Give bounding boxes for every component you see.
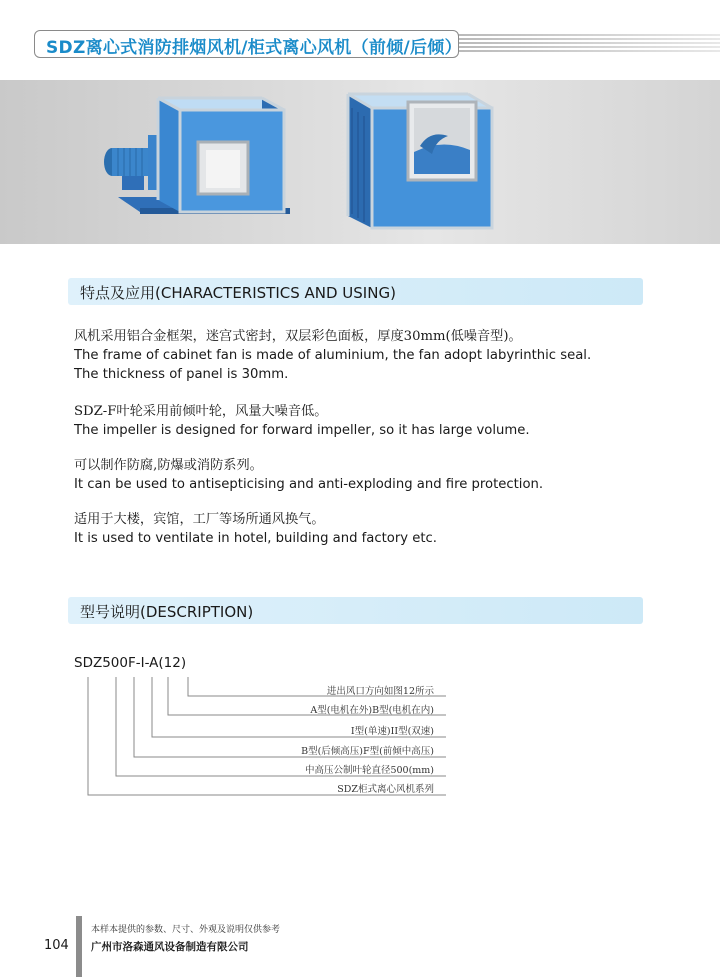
desc-label-outlet-direction: 进出风口方向如图12所示 — [326, 686, 434, 697]
footer-divider — [76, 916, 82, 977]
characteristics-title: 特点及应用(CHARACTERISTICS AND USING) — [80, 284, 396, 302]
desc-label-motor-position: A型(电机在外)B型(电机在内) — [310, 705, 434, 716]
desc-label-series: SDZ柜式离心风机系列 — [337, 784, 434, 795]
footer-company: 广州市洛森通风设备制造有限公司 — [91, 941, 249, 953]
para-3-en-line-1: It can be used to antisepticising and anti-exploding and fire protection. — [74, 477, 544, 492]
page-title: SDZ离心式消防排烟风机/柜式离心风机（前倾/后倾） — [46, 38, 462, 58]
para-4-cn: 适用于大楼，宾馆，工厂等场所通风换气。 — [74, 512, 325, 527]
model-code: SDZ500F-I-A(12) — [74, 655, 187, 671]
para-1-en-line-2: The thickness of panel is 30mm. — [74, 367, 289, 382]
para-2-cn: SDZ-F叶轮采用前倾叶轮，风量大噪音低。 — [74, 404, 328, 419]
para-1-cn: 风机采用铝合金框架，迷宫式密封，双层彩色面板，厚度30mm(低噪音型)。 — [74, 329, 522, 344]
desc-label-speed-type: I型(单速)II型(双速) — [350, 726, 434, 737]
para-1-en-line-1: The frame of cabinet fan is made of aluminium, the fan adopt labyrinthic seal. — [74, 348, 592, 363]
desc-label-impeller-diameter: 中高压公制叶轮直径500(mm) — [304, 765, 434, 776]
para-2-en-line-1: The impeller is designed for forward impeller, so it has large volume. — [74, 423, 530, 438]
footer-disclaimer: 本样本提供的参数、尺寸、外观及说明仅供参考 — [91, 925, 281, 935]
description-title: 型号说明(DESCRIPTION) — [80, 603, 254, 621]
page-number: 104 — [44, 938, 69, 953]
desc-label-impeller-type: B型(后倾高压)F型(前倾中高压) — [301, 746, 434, 757]
para-3-cn: 可以制作防腐,防爆或消防系列。 — [74, 458, 263, 473]
para-4-en-line-1: It is used to ventilate in hotel, building and factory etc. — [74, 531, 437, 546]
